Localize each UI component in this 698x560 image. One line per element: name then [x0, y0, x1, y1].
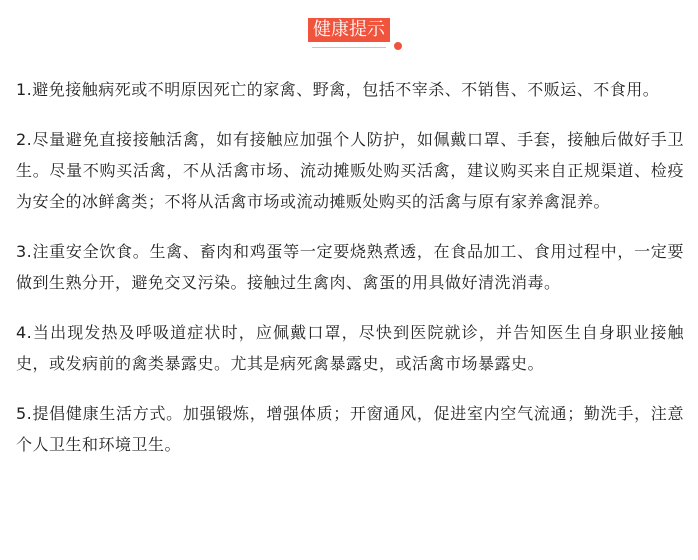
tip-paragraph-1: 1.避免接触病死或不明原因死亡的家禽、野禽，包括不宰杀、不销售、不贩运、不食用。 — [16, 80, 660, 99]
tip-paragraph-2: 2.尽量避免直接接触活禽，如有接触应加强个人防护，如佩戴口罩、手套，接触后做好手卫生。尽量不购买活禽，不从活禽市场、流动摊贩处购买活禽，建议购买来自正规渠道、检疫为安全的冰鲜禽类；不将从活禽市场或流动摊贩处购买的活禽与原有家养禽混养。 — [16, 130, 684, 211]
title-underline-divider — [312, 47, 386, 48]
title-container — [0, 18, 698, 42]
page-title — [308, 18, 390, 42]
tip-paragraph-3: 3.注重安全饮食。生禽、畜肉和鸡蛋等一定要烧熟煮透，在食品加工、食用过程中，一定要做到生熟分开，避免交叉污染。接触过生禽肉、禽蛋的用具做好清洗消毒。 — [16, 242, 684, 292]
tip-paragraph-4: 4.当出现发热及呼吸道症状时，应佩戴口罩，尽快到医院就诊，并告知医生自身职业接触史，或发病前的禽类暴露史。尤其是病死禽暴露史，或活禽市场暴露史。 — [16, 323, 684, 373]
page-title-text: 健康提示 — [313, 19, 385, 40]
title-dot-decoration — [394, 42, 402, 50]
tip-paragraph-5: 5.提倡健康生活方式。加强锻炼，增强体质；开窗通风，促进室内空气流通；勤洗手，注意个人卫生和环境卫生。 — [16, 404, 684, 454]
tips-list — [16, 74, 684, 479]
